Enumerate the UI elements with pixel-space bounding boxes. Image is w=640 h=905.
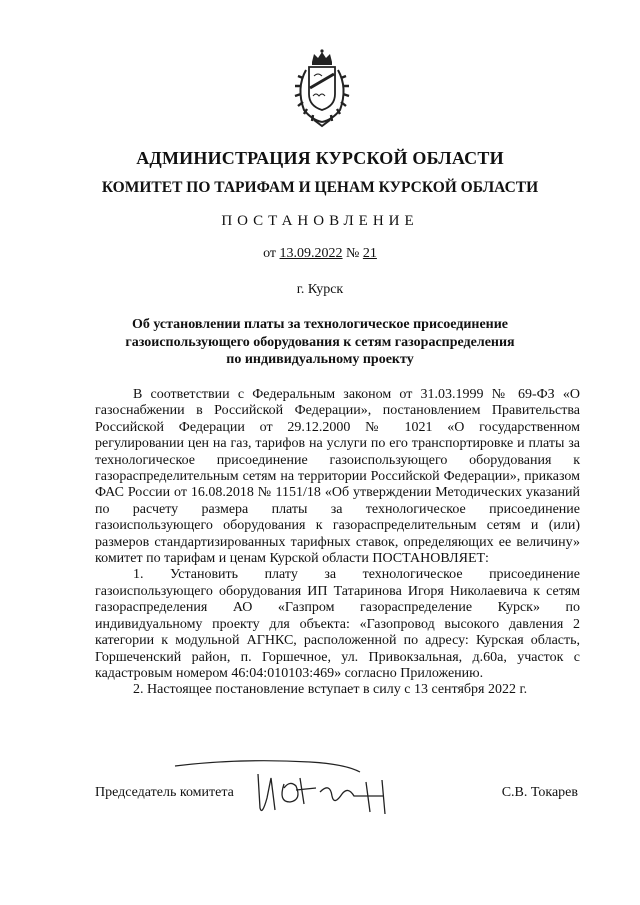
document-subject: Об установлении платы за технологическое присоединение газоиспользующего оборудования к сетям газораспределения по индивидуальному проекту [125, 317, 515, 367]
document-type: ПОСТАНОВЛЕНИЕ [221, 213, 419, 229]
date-prefix: от [263, 246, 277, 261]
paragraph-item-1: 1. Установить плату за технологическое присоединение газоиспользующего оборудования ИП Татаринова Игоря Николаевича к сетям газораспределения АО «Газпром газораспределение Курск» по индивидуальному проекту для объекта: «Газопровод высокого давления 2 категории к модульной АГНКС, расположенной по адресу: Курская область, Горшеченский район, п. Горшечное, ул. Привокзальная, д.60а, участок с кадастровым номером 46:04:010103:469» согласно Приложению. [95, 567, 580, 681]
paragraph-preamble: В соответствии с Федеральным законом от 31.03.1999 № 69-ФЗ «О газоснабжении в Российской Федерации», постановлением Правительства Российской Федерации от 29.12.2000 № 1021 «О государственном регулировании цен на газ, тарифов на услуги по его транспортировке и платы за технологическое присоединение газоиспользующего оборудования к газораспределительным сетям на территории Российской Федерации», приказом ФАС России от 16.08.2018 № 1151/18 «Об утверждении Методических указаний по расчету размера платы за технологическое присоединение газоиспользующего оборудования к газораспределительным сетям и (или) размеров стандартизированных тарифных ставок, определяющих ее величину» комитет по тарифам и ценам Курской области ПОСТАНОВЛЯЕТ: [95, 387, 580, 567]
handwritten-signature-icon [170, 752, 395, 820]
signatory-name: С.В. Токарев [501, 785, 578, 800]
number-prefix: № [346, 246, 360, 261]
committee-title: КОМИТЕТ ПО ТАРИФАМ И ЦЕНАМ КУРСКОЙ ОБЛАСТИ [101, 179, 539, 196]
document-date: 13.09.2022 [279, 246, 343, 261]
document-body [95, 387, 580, 699]
paragraph-item-2: 2. Настоящее постановление вступает в силу с 13 сентября 2022 г. [133, 682, 528, 698]
organization-title: АДМИНИСТРАЦИЯ КУРСКОЙ ОБЛАСТИ [136, 148, 504, 168]
signatory-position: Председатель комитета [95, 785, 234, 800]
document-number: 21 [362, 246, 377, 261]
date-number-line [0, 246, 640, 262]
city: г. Курск [296, 282, 344, 297]
coat-of-arms-icon [292, 48, 352, 128]
